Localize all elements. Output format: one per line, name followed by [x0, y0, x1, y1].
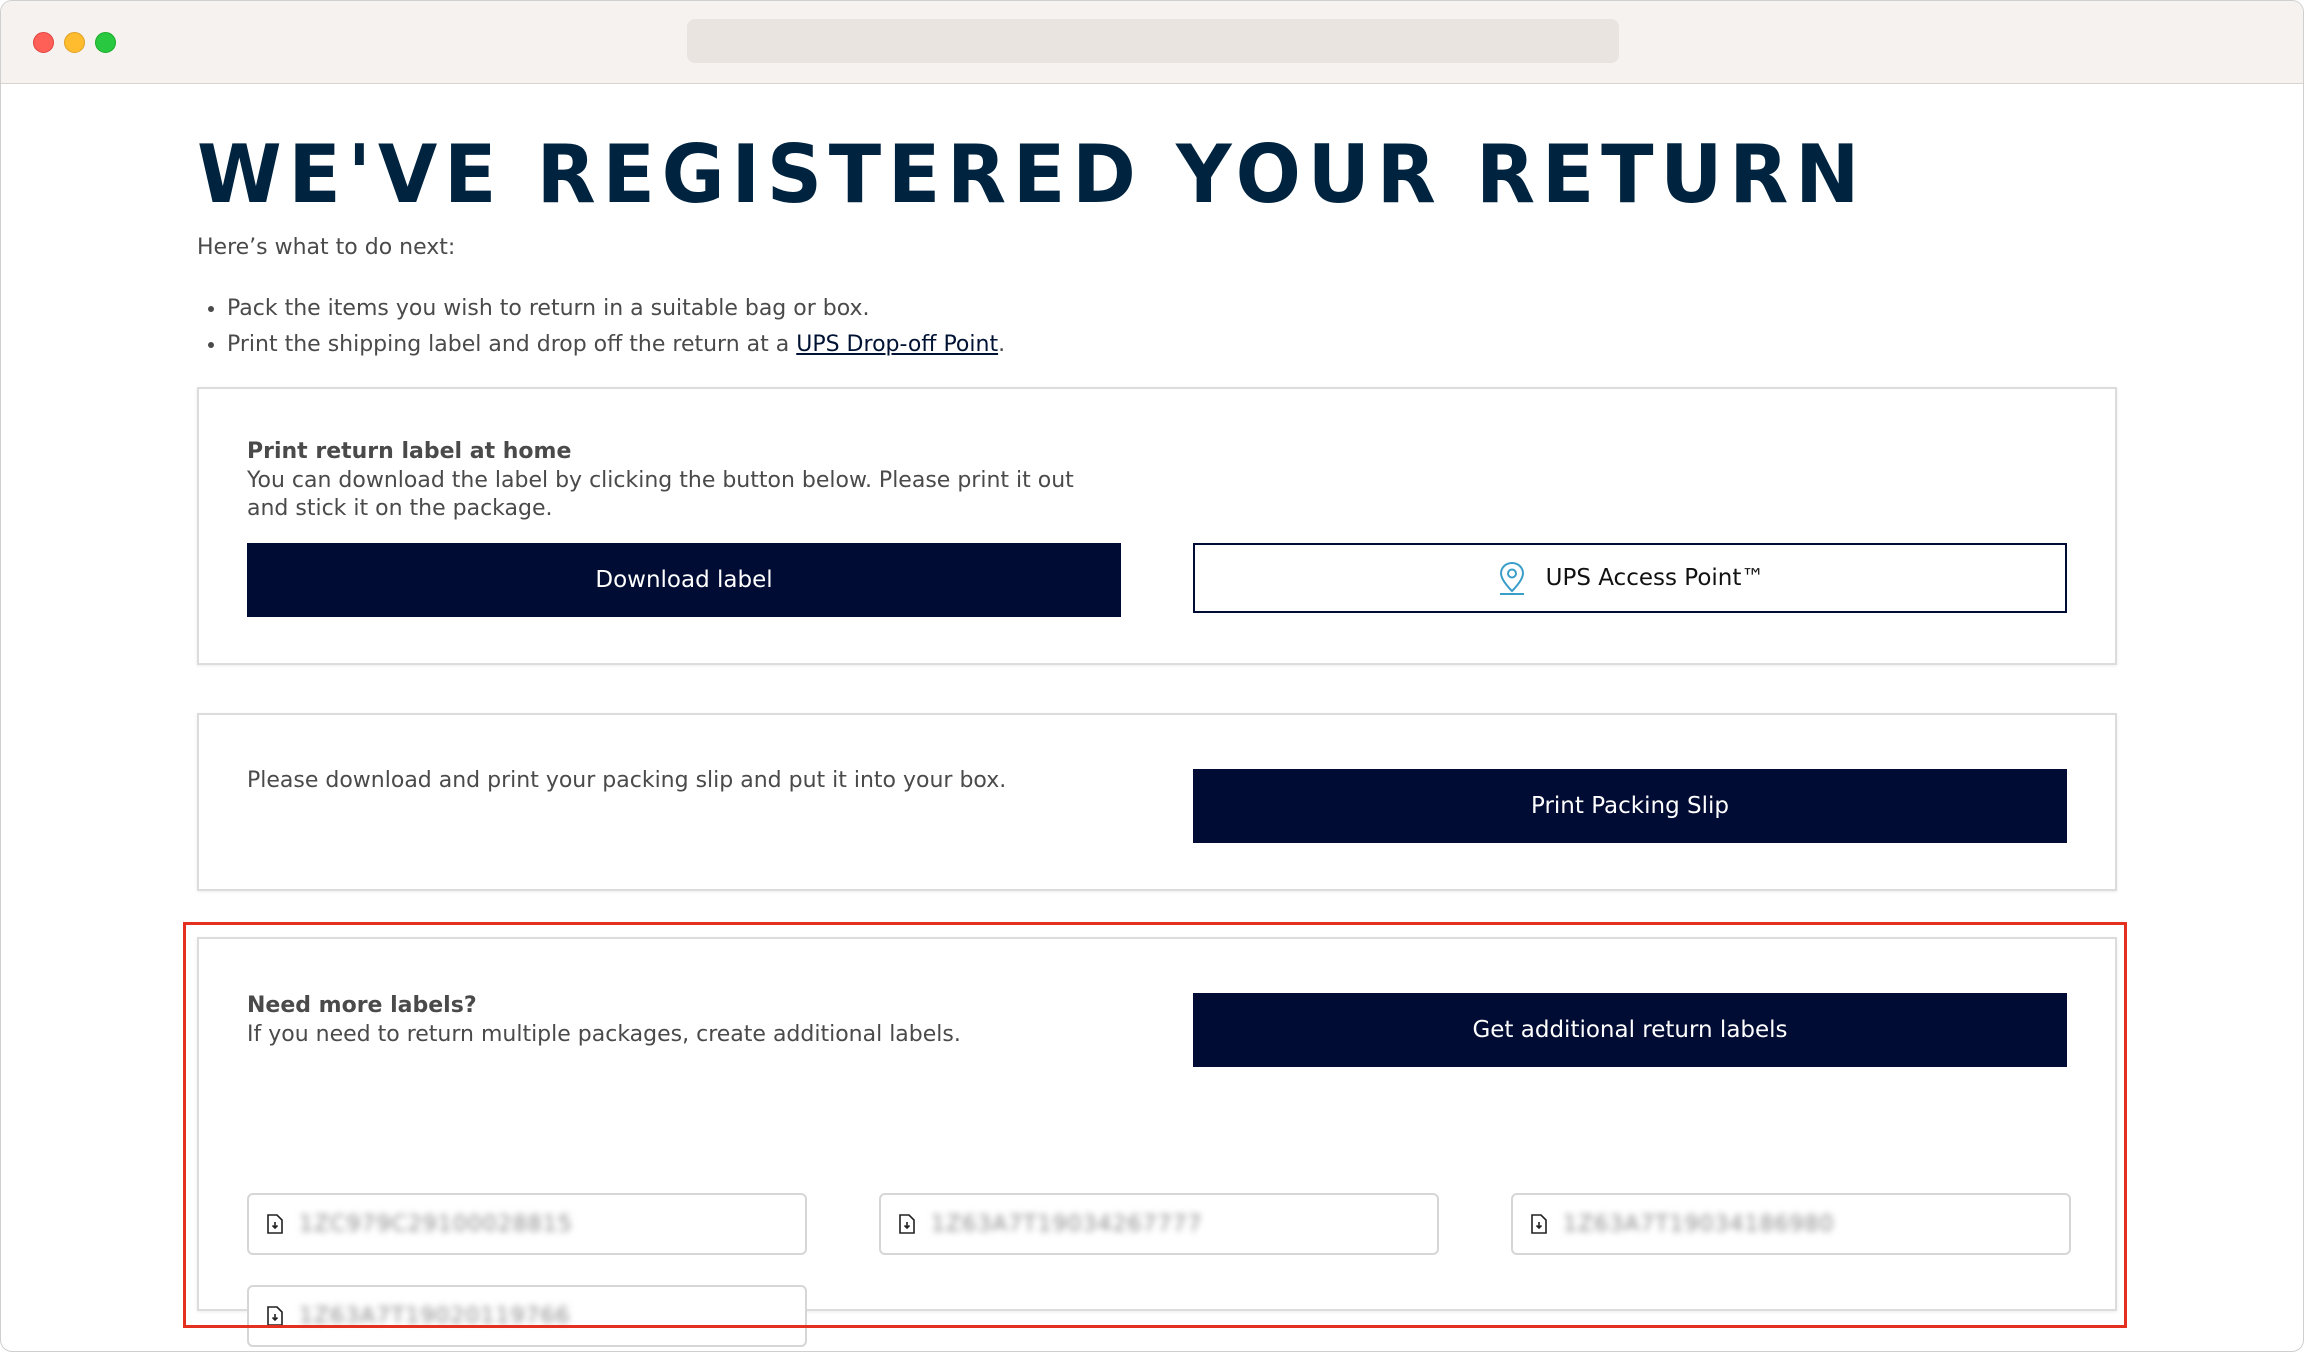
get-additional-labels-button[interactable]: Get additional return labels [1193, 993, 2067, 1067]
intro-text: Here’s what to do next: [197, 235, 456, 260]
address-bar[interactable] [687, 19, 1619, 63]
print-label-description: You can download the label by clicking the button below. Please print it out and stick it on the package. [247, 468, 1074, 521]
steps-list [197, 291, 1005, 363]
step-suffix: . [998, 332, 1006, 357]
minimize-window-button[interactable] [64, 32, 85, 53]
print-label-heading: Print return label at home [247, 439, 572, 464]
step-item [227, 327, 1005, 363]
label-tracking-number: 1Z63A7T19020119766 [299, 1303, 571, 1329]
label-tracking-number: 1Z63A7T19034186980 [1563, 1211, 1835, 1237]
highlight-box [183, 922, 2127, 1328]
packing-slip-description: Please download and print your packing slip and put it into your box. [247, 768, 1007, 793]
more-labels-heading: Need more labels? [247, 993, 477, 1018]
label-tracking-number: 1Z63A7T19034267777 [931, 1211, 1203, 1237]
print-label-card [197, 387, 2117, 665]
more-labels-description: If you need to return multiple packages, create additional labels. [247, 1022, 961, 1047]
step-text: Pack the items you wish to return in a suitable bag or box. [227, 296, 870, 321]
download-label-button[interactable]: Download label [247, 543, 1121, 617]
step-item [227, 291, 1005, 327]
close-window-button[interactable] [33, 32, 54, 53]
page-title: WE'VE REGISTERED YOUR RETURN [197, 128, 1867, 221]
print-packing-slip-button[interactable]: Print Packing Slip [1193, 769, 2067, 843]
ups-drop-off-link[interactable]: UPS Drop-off Point [796, 332, 999, 357]
label-tracking-number: 1ZC979C29100028815 [299, 1211, 573, 1237]
title-bar [1, 1, 2303, 84]
maximize-window-button[interactable] [95, 32, 116, 53]
step-text: Print the shipping label and drop off the return at a [227, 332, 797, 357]
ups-access-point-button[interactable] [1193, 543, 2067, 613]
ups-access-point-label: UPS Access Point™ [1545, 565, 1765, 591]
packing-slip-card [197, 713, 2117, 891]
location-pin-icon [1496, 560, 1528, 596]
